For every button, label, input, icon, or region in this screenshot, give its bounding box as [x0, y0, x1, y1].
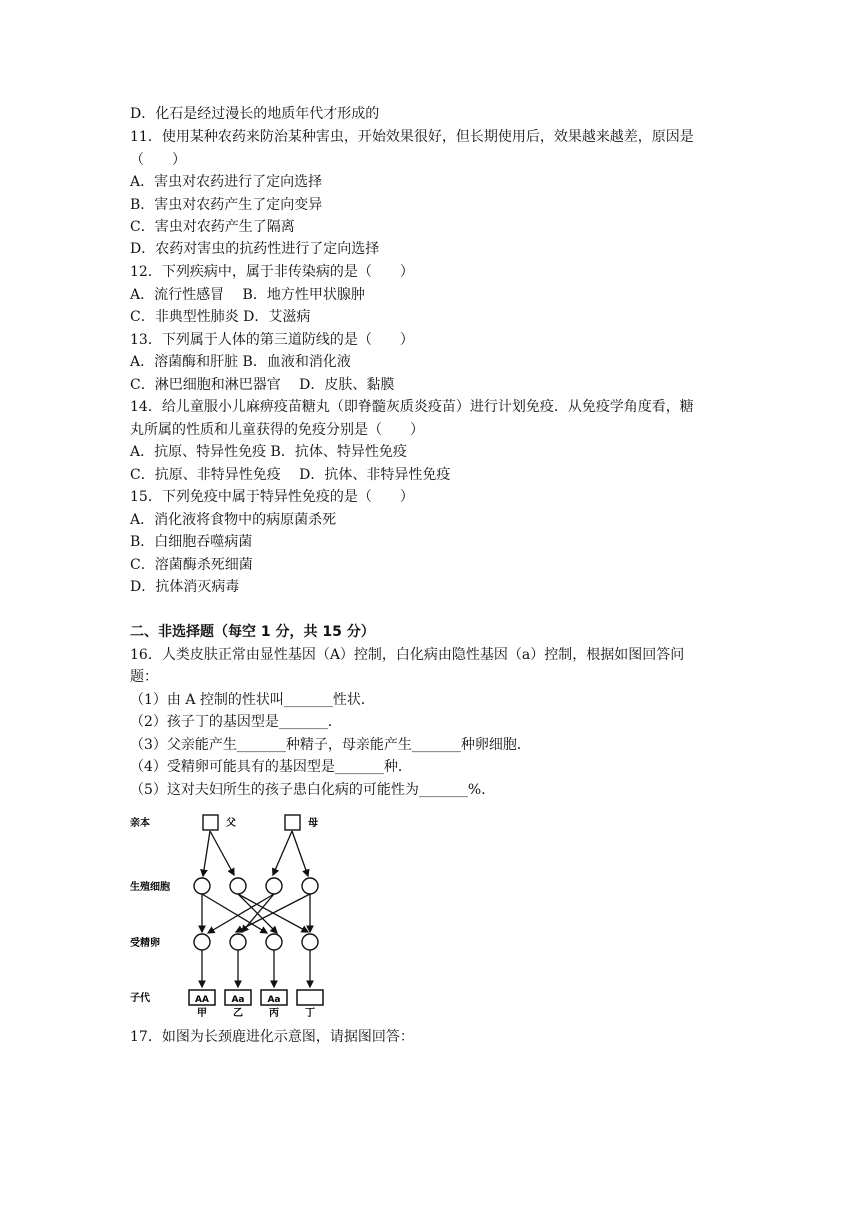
q13-options-cd: C．淋巴细胞和淋巴器官 D．皮肤、黏膜 [130, 377, 395, 393]
offspring-name-jia: 甲 [197, 1008, 207, 1017]
zygote-cell [230, 934, 246, 950]
q11-option-d: D．农药对害虫的抗药性进行了定向选择 [130, 241, 380, 257]
q13-stem: 13．下列属于人体的第三道防线的是（ ） [130, 332, 414, 348]
row-label-parent: 亲本 [130, 818, 150, 829]
q15-option-d: D．抗体消灭病毒 [130, 579, 240, 595]
parent-gamete-arrows [203, 831, 308, 876]
zygote-cell [302, 934, 318, 950]
q14-stem-cont: 丸所属的性质和儿童获得的免疫分别是（ ） [130, 422, 424, 438]
q16-sub-2: （2）孩子丁的基因型是_______． [130, 714, 342, 730]
q11-option-b: B．害虫对农药产生了定向变异 [130, 197, 323, 213]
q16-sub-1: （1）由 A 控制的性状叫_______性状． [130, 692, 375, 708]
offspring-boxes [189, 990, 323, 1005]
offspring-genotype-jia: AA [195, 995, 209, 1005]
offspring-genotype-yi: Aa [231, 995, 245, 1005]
father-label: 父 [226, 818, 236, 829]
q12-options-ab: A．流行性感冒 B．地方性甲状腺肿 [130, 287, 365, 303]
fertilization-arrows [202, 894, 310, 933]
offspring-name-yi: 乙 [233, 1008, 243, 1017]
gamete-cell [302, 878, 318, 894]
q11-stem: 11．使用某种农药来防治某种害虫，开始效果很好，但长期使用后，效果越来越差，原因是 [130, 129, 694, 145]
gamete-cells [194, 878, 318, 894]
mother-box [285, 815, 300, 830]
inheritance-diagram [128, 812, 338, 1017]
mother-label: 母 [308, 818, 318, 829]
q16-stem: 16．人类皮肤正常由显性基因（A）控制，白化病由隐性基因（a）控制，根据如图回答问 [130, 647, 685, 663]
q15-option-a: A．消化液将食物中的病原菌杀死 [130, 512, 337, 528]
offspring-name-ding: 丁 [305, 1008, 315, 1017]
gamete-cell [194, 878, 210, 894]
gamete-cell [230, 878, 246, 894]
q14-options-cd: C．抗原、非特异性免疫 D．抗体、非特异性免疫 [130, 467, 451, 483]
row-label-zygote: 受精卵 [130, 938, 160, 949]
row-label-offspring: 子代 [130, 993, 150, 1004]
zygote-offspring-arrows [202, 950, 310, 987]
q14-options-ab: A．抗原、特异性免疫 B．抗体、特异性免疫 [130, 444, 407, 460]
q11-option-c: C．害虫对农药产生了隔离 [130, 219, 295, 235]
q13-options-ab: A．溶菌酶和肝脏 B．血液和消化液 [130, 354, 351, 370]
q16-sub-3: （3）父亲能产生_______种精子，母亲能产生_______种卵细胞． [130, 737, 531, 753]
offspring-name-bing: 丙 [269, 1008, 279, 1017]
q11-option-a: A．害虫对农药进行了定向选择 [130, 174, 323, 190]
zygote-cell [266, 934, 282, 950]
q15-stem: 15．下列免疫中属于特异性免疫的是（ ） [130, 489, 414, 505]
q15-option-b: B．白细胞吞噬病菌 [130, 534, 253, 550]
q12-options-cd: C．非典型性肺炎 D．艾滋病 [130, 309, 311, 325]
q16-stem-cont: 题： [130, 669, 158, 685]
q10-option-d: D．化石是经过漫长的地质年代才形成的 [130, 106, 380, 122]
father-box [203, 815, 218, 830]
q16-sub-4: （4）受精卵可能具有的基因型是_______种． [130, 759, 412, 775]
q14-stem: 14．给儿童服小儿麻痹疫苗糖丸（即脊髓灰质炎疫苗）进行计划免疫．从免疫学角度看，糖 [130, 399, 694, 415]
q16-sub-5: （5）这对夫妇所生的孩子患白化病的可能性为_______%． [130, 782, 496, 798]
zygote-cells [194, 934, 318, 950]
offspring-genotype-bing: Aa [267, 995, 281, 1005]
zygote-cell [194, 934, 210, 950]
q17-stem: 17．如图为长颈鹿进化示意图，请据图回答： [130, 1029, 414, 1045]
gamete-cell [266, 878, 282, 894]
q11-stem-blank: （ ） [130, 152, 186, 168]
q15-option-c: C．溶菌酶杀死细菌 [130, 557, 253, 573]
q12-stem: 12．下列疾病中，属于非传染病的是（ ） [130, 264, 414, 280]
offspring-box-ding [297, 990, 323, 1005]
section-heading: 二、非选择题（每空 1 分，共 15 分） [130, 624, 375, 640]
row-label-gamete: 生殖细胞 [130, 882, 170, 893]
